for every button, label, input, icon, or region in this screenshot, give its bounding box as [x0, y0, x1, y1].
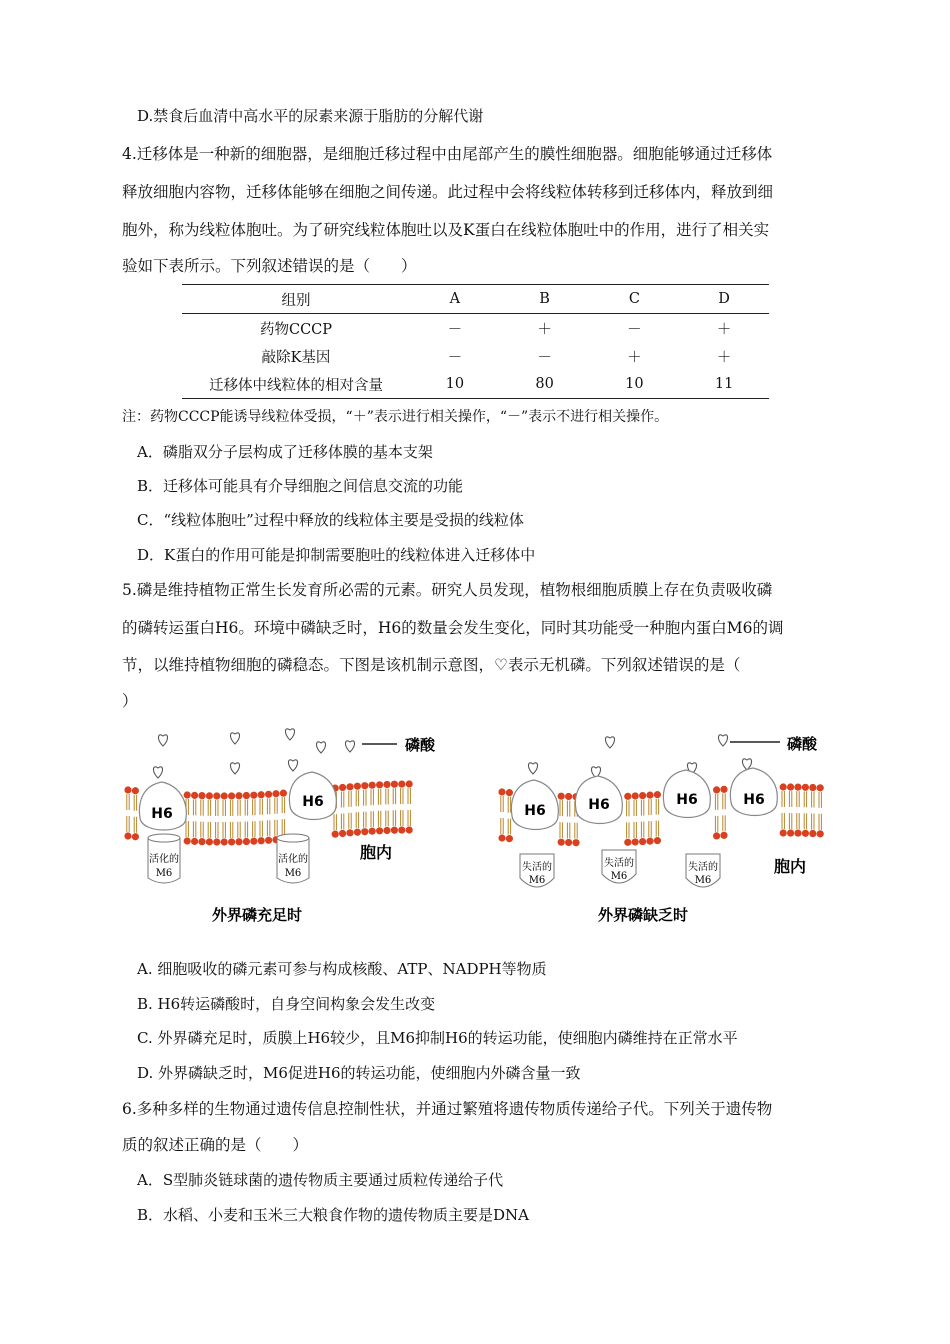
- lipid-head: [639, 838, 646, 845]
- lipid-head: [235, 838, 242, 845]
- inactivated-m6: [686, 854, 720, 887]
- table-header-row: [182, 285, 769, 314]
- lipid-head: [198, 792, 205, 799]
- phosphate-icon: [158, 735, 167, 746]
- lipid-head: [376, 781, 383, 788]
- lipid-head: [780, 783, 787, 790]
- lipid-head: [383, 827, 390, 834]
- table-cell: ＋: [716, 321, 732, 338]
- q4-stem-line-2: 释放细胞内容物，迁移体能够在细胞之间传递。此过程中会将线粒体转移到迁移体内，释放到细: [122, 183, 774, 201]
- figure-caption-left: 外界磷充足时: [212, 906, 303, 924]
- table-cell: 敲除K基因: [261, 349, 331, 366]
- lipid-head: [787, 829, 794, 836]
- lipid-head: [406, 826, 413, 833]
- lipid-head: [817, 784, 824, 791]
- table-cell: 80: [500, 370, 590, 399]
- phosphate-icon: [718, 735, 727, 746]
- lipid-head: [794, 784, 801, 791]
- lipid-head: [639, 792, 646, 799]
- activated-m6: [148, 834, 180, 883]
- phosphate-icon: [316, 742, 325, 753]
- q4-stem-line-4: 验如下表所示。下列叙述错误的是（ ）: [122, 257, 417, 275]
- table-cell: 药物CCCP: [259, 321, 333, 338]
- lipid-head: [780, 829, 787, 836]
- lipid-head: [802, 784, 809, 791]
- table-header-cell: A: [410, 285, 500, 314]
- q4-option-a: A．磷脂双分子层构成了迁移体膜的基本支架: [137, 443, 433, 461]
- table-cell: 11: [679, 370, 769, 399]
- lipid-head: [565, 839, 572, 846]
- lipid-head: [498, 834, 505, 841]
- h6-transporter: [575, 776, 622, 824]
- lipid-head: [787, 783, 794, 790]
- lipid-head: [383, 781, 390, 788]
- lipid-head: [506, 789, 513, 796]
- table-header-cell: 组别: [182, 285, 410, 314]
- lipid-head: [361, 782, 368, 789]
- lipid-head: [184, 837, 191, 844]
- lipid-head: [280, 790, 287, 797]
- phosphate-icon: [153, 767, 162, 778]
- inactivated-m6: [520, 854, 554, 887]
- lipid-head: [258, 791, 265, 798]
- activated-m6: [277, 834, 309, 883]
- phosphate-icon: [230, 763, 239, 774]
- lipid-head: [802, 830, 809, 837]
- svg-text:M6: M6: [155, 868, 173, 879]
- svg-text:活化的: 活化的: [149, 854, 179, 865]
- phosphate-icon: [230, 733, 239, 744]
- svg-text:失活的: 失活的: [522, 862, 552, 873]
- table-cell: 10: [590, 370, 680, 399]
- lipid-head: [243, 838, 250, 845]
- table-cell: －: [447, 321, 463, 338]
- lipid-head: [817, 830, 824, 837]
- lipid-head: [809, 830, 816, 837]
- lipid-head: [228, 792, 235, 799]
- table-cell: ＋: [627, 349, 642, 366]
- lipid-head: [398, 780, 405, 787]
- lipid-head: [498, 788, 505, 795]
- svg-text:M6: M6: [528, 875, 546, 886]
- q5-option-a: A. 细胞吸收的磷元素可参与构成核酸、ATP、NADPH等物质: [137, 960, 547, 978]
- lipid-head: [265, 837, 272, 844]
- lipid-head: [654, 837, 661, 844]
- phosphate-icon: [345, 741, 354, 752]
- lipid-head: [132, 833, 139, 840]
- svg-text:H6: H6: [676, 792, 698, 808]
- lipid-head: [272, 790, 279, 797]
- lipid-head: [250, 792, 257, 799]
- svg-text:H6: H6: [151, 806, 173, 822]
- lipid-head: [654, 791, 661, 798]
- svg-text:失活的: 失活的: [688, 862, 718, 873]
- lipid-head: [632, 838, 639, 845]
- q6-option-a: A．S型肺炎链球菌的遗传物质主要通过质粒传递给子代: [137, 1171, 504, 1189]
- h6-transporter: [511, 780, 558, 830]
- q6-stem-line-1: 6.多种多样的生物通过遗传信息控制性状，并通过繁殖将遗传物质传递给子代。下列关于遗传物: [122, 1100, 773, 1118]
- figure-caption-right: 外界磷缺乏时: [598, 906, 689, 924]
- lipid-head: [132, 787, 139, 794]
- q5-option-b: B. H6转运磷酸时，自身空间构象会发生改变: [137, 995, 436, 1013]
- h6-transporter: [139, 782, 186, 830]
- q4-stem-line-3: 胞外，称为线粒体胞吐。为了研究线粒体胞吐以及K蛋白在线粒体胞吐中的作用，进行了相关实: [122, 221, 770, 239]
- lipid-head: [632, 792, 639, 799]
- table-cell: ＋: [537, 321, 552, 338]
- lipid-head: [720, 786, 727, 793]
- lipid-head: [184, 791, 191, 798]
- q5-option-d: D. 外界磷缺乏时，M6促进H6的转运功能，使细胞内外磷含量一致: [137, 1064, 581, 1082]
- lipid-head: [809, 784, 816, 791]
- phosphate-icon: [288, 760, 297, 771]
- table-cell: ＋: [716, 349, 732, 366]
- inactivated-m6: [602, 850, 636, 883]
- lipid-head: [198, 838, 205, 845]
- intracellular-label: 胞内: [360, 843, 393, 862]
- lipid-head: [332, 831, 339, 838]
- q4-stem-line-1: 4.迁移体是一种新的细胞器，是细胞迁移过程中由尾部产生的膜性细胞器。细胞能够通过迁移体: [122, 145, 773, 163]
- lipid-head: [191, 838, 198, 845]
- q5-stem-line-2: 的磷转运蛋白H6。环境中磷缺乏时，H6的数量会发生变化，同时其功能受一种胞内蛋白M6的调: [122, 619, 784, 637]
- q5-stem-line-3: 节，以维持植物细胞的磷稳态。下图是该机制示意图，♡表示无机磷。下列叙述错误的是（: [122, 656, 741, 674]
- lipid-head: [794, 830, 801, 837]
- svg-text:H6: H6: [524, 803, 546, 819]
- q4-option-b: B．迁移体可能具有介导细胞之间信息交流的功能: [137, 477, 464, 495]
- left-panel: [124, 729, 436, 924]
- lipid-head: [346, 829, 353, 836]
- lipid-head: [391, 781, 398, 788]
- lipid-head: [624, 839, 631, 846]
- q5-option-c: C. 外界磷充足时，质膜上H6较少，且M6抑制H6的转运功能，使细胞内磷维持在正常水平: [137, 1029, 738, 1047]
- lipid-head: [369, 828, 376, 835]
- phosphate-icon: [285, 729, 294, 740]
- svg-text:活化的: 活化的: [278, 854, 308, 865]
- lipid-head: [624, 793, 631, 800]
- svg-text:M6: M6: [284, 868, 302, 879]
- svg-text:M6: M6: [694, 875, 712, 886]
- lipid-head: [720, 832, 727, 839]
- lipid-head: [558, 793, 565, 800]
- right-panel: [498, 735, 823, 924]
- table-header-cell: C: [590, 285, 680, 314]
- lipid-head: [361, 828, 368, 835]
- table-header-cell: D: [679, 285, 769, 314]
- phosphate-icon: [605, 737, 614, 748]
- lipid-head: [398, 826, 405, 833]
- lipid-head: [346, 783, 353, 790]
- lipid-head: [565, 793, 572, 800]
- table-row: [182, 370, 769, 399]
- lipid-head: [369, 782, 376, 789]
- lipid-head: [250, 838, 257, 845]
- lipid-head: [558, 839, 565, 846]
- lipid-head: [354, 829, 361, 836]
- intracellular-label: 胞内: [774, 857, 807, 876]
- q5-stem-line-1: 5.磷是维持植物正常生长发育所必需的元素。研究人员发现，植物根细胞质膜上存在负责吸收磷: [122, 581, 773, 599]
- table-cell: －: [537, 349, 552, 366]
- lipid-head: [646, 792, 653, 799]
- h6-transporter: [663, 770, 710, 818]
- phosphate-label: 磷酸: [405, 736, 436, 754]
- q6-option-b: B．水稻、小麦和玉米三大粮食作物的遗传物质主要是DNA: [137, 1206, 530, 1224]
- lipid-head: [572, 839, 579, 846]
- lipid-head: [235, 792, 242, 799]
- svg-text:M6: M6: [610, 871, 628, 882]
- lipid-head: [376, 827, 383, 834]
- lipid-head: [391, 827, 398, 834]
- lipid-head: [221, 792, 228, 799]
- lipid-head: [206, 792, 213, 799]
- lipid-head: [713, 786, 720, 793]
- q6-stem-line-2: 质的叙述正确的是（ ）: [122, 1136, 309, 1154]
- q4-option-d: D．K蛋白的作用可能是抑制需要胞吐的线粒体进入迁移体中: [137, 546, 536, 564]
- phosphate-label: 磷酸: [787, 735, 818, 753]
- lipid-head: [646, 838, 653, 845]
- lipid-head: [265, 791, 272, 798]
- lipid-head: [228, 838, 235, 845]
- lipid-head: [243, 792, 250, 799]
- lipid-head: [124, 832, 131, 839]
- lipid-head: [221, 838, 228, 845]
- svg-text:失活的: 失活的: [604, 858, 634, 869]
- lipid-head: [213, 838, 220, 845]
- table-row: [182, 314, 769, 343]
- table-cell: 10: [410, 370, 500, 399]
- table-cell: 迁移体中线粒体的相对含量: [182, 370, 410, 399]
- q4-table-note: 注：药物CCCP能诱导线粒体受损，“＋”表示进行相关操作，“－”表示不进行相关操作。: [122, 409, 669, 425]
- table-row: [182, 342, 769, 370]
- lipid-head: [354, 783, 361, 790]
- q3-option-d: D.禁食后血清中高水平的尿素来源于脂肪的分解代谢: [137, 107, 484, 125]
- lipid-head: [506, 835, 513, 842]
- phosphate-icon: [528, 763, 537, 774]
- lipid-head: [206, 838, 213, 845]
- q4-option-c: C．“线粒体胞吐”过程中释放的线粒体主要是受损的线粒体: [137, 511, 524, 529]
- h6-transporter: [289, 772, 336, 820]
- table-cell: －: [627, 321, 642, 338]
- q5-stem-line-4: ）: [122, 692, 138, 710]
- lipid-head: [406, 780, 413, 787]
- svg-text:H6: H6: [743, 792, 765, 808]
- svg-text:H6: H6: [302, 794, 324, 810]
- table-header-cell: B: [500, 285, 590, 314]
- lipid-head: [339, 784, 346, 791]
- lipid-head: [258, 837, 265, 844]
- lipid-head: [339, 830, 346, 837]
- q4-data-table: [182, 284, 769, 399]
- phosphate-mechanism-figure: [120, 720, 840, 935]
- lipid-head: [713, 832, 720, 839]
- lipid-head: [213, 792, 220, 799]
- lipid-head: [124, 786, 131, 793]
- h6-transporter: [730, 768, 777, 816]
- lipid-head: [191, 792, 198, 799]
- svg-text:H6: H6: [588, 797, 610, 813]
- table-cell: －: [447, 349, 463, 366]
